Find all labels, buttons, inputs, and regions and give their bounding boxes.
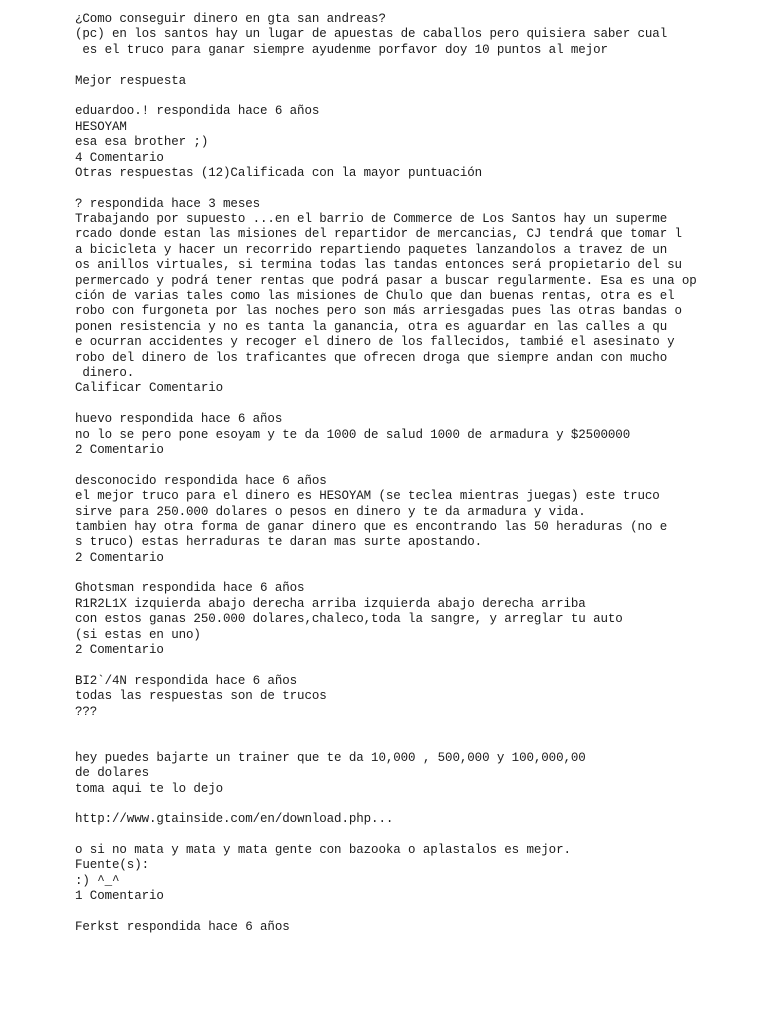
text-line: sirve para 250.000 dolares o pesos en dinero y te da armadura y vida. bbox=[75, 504, 586, 519]
text-line: 4 Comentario bbox=[75, 150, 164, 165]
text-line: 2 Comentario bbox=[75, 643, 164, 658]
text-line: Mejor respuesta bbox=[75, 73, 187, 88]
text-line: tambien hay otra forma de ganar dinero que es encontrando las 50 heraduras (no e bbox=[75, 519, 668, 534]
text-line: Trabajando por supuesto ...en el barrio de Commerce de Los Santos hay un superme bbox=[75, 212, 668, 227]
text-line: huevo respondida hace 6 años bbox=[75, 412, 283, 427]
text-line: hey puedes bajarte un trainer que te da 10,000 , 500,000 y 100,000,00 bbox=[75, 750, 586, 765]
text-line: HESOYAM bbox=[75, 119, 127, 134]
text-line: robo con furgoneta por las noches pero son más arriesgadas pues las otras bandas o bbox=[75, 304, 682, 319]
blank-line bbox=[75, 905, 755, 920]
text-line: no lo se pero pone esoyam y te da 1000 de salud 1000 de armadura y $2500000 bbox=[75, 427, 631, 442]
blank-line bbox=[75, 658, 755, 673]
text-line: BI2`/4N respondida hace 6 años bbox=[75, 673, 298, 688]
text-line: desconocido respondida hace 6 años bbox=[75, 473, 327, 488]
text-line: esa esa brother ;) bbox=[75, 135, 209, 150]
text-line: con estos ganas 250.000 dolares,chaleco,toda la sangre, y arreglar tu auto bbox=[75, 612, 623, 627]
document-text bbox=[75, 12, 755, 935]
blank-line bbox=[75, 458, 755, 473]
blank-line bbox=[75, 720, 755, 735]
blank-line bbox=[75, 58, 755, 73]
text-line: Otras respuestas (12)Calificada con la mayor puntuación bbox=[75, 165, 483, 180]
text-line: o si no mata y mata y mata gente con bazooka o aplastalos es mejor. bbox=[75, 843, 571, 858]
blank-line bbox=[75, 828, 755, 843]
text-line: Fuente(s): bbox=[75, 858, 150, 873]
text-line: todas las respuestas son de trucos bbox=[75, 689, 327, 704]
blank-line bbox=[75, 797, 755, 812]
text-line: Ferkst respondida hace 6 años bbox=[75, 920, 290, 935]
text-line: el mejor truco para el dinero es HESOYAM (se teclea mientras juegas) este truco bbox=[75, 489, 660, 504]
text-line: rcado donde estan las misiones del repartidor de mercancias, CJ tendrá que tomar l bbox=[75, 227, 682, 242]
text-line: ??? bbox=[75, 704, 98, 719]
text-line: s truco) estas herraduras te daran mas surte apostando. bbox=[75, 535, 483, 550]
text-line: os anillos virtuales, si termina todas las tandas entonces será propietario del su bbox=[75, 258, 682, 273]
text-line: 2 Comentario bbox=[75, 442, 164, 457]
text-line: (si estas en uno) bbox=[75, 627, 201, 642]
text-line: ción de varias tales como las misiones de Chulo que dan buenas rentas, otra es el bbox=[75, 289, 675, 304]
text-line: de dolares bbox=[75, 766, 150, 781]
text-line: es el truco para ganar siempre ayudenme porfavor doy 10 puntos al mejor bbox=[75, 42, 608, 57]
text-line: 2 Comentario bbox=[75, 550, 164, 565]
text-line: Ghotsman respondida hace 6 años bbox=[75, 581, 305, 596]
text-line: dinero. bbox=[75, 365, 135, 380]
blank-line bbox=[75, 566, 755, 581]
text-line: R1R2L1X izquierda abajo derecha arriba izquierda abajo derecha arriba bbox=[75, 596, 586, 611]
text-line: permercado y podrá tener rentas que podrá pasar a buscar regularmente. Esa es una op bbox=[75, 273, 697, 288]
text-line: 1 Comentario bbox=[75, 889, 164, 904]
blank-line bbox=[75, 89, 755, 104]
text-line: Calificar Comentario bbox=[75, 381, 224, 396]
text-line: robo del dinero de los traficantes que ofrecen droga que siempre andan con mucho bbox=[75, 350, 668, 365]
text-line: e ocurran accidentes y recoger el dinero de los fallecidos, tambié el asesinato y bbox=[75, 335, 675, 350]
text-line: http://www.gtainside.com/en/download.php... bbox=[75, 812, 394, 827]
text-line: toma aqui te lo dejo bbox=[75, 781, 224, 796]
text-line: (pc) en los santos hay un lugar de apuestas de caballos pero quisiera saber cual bbox=[75, 27, 668, 42]
blank-line bbox=[75, 735, 755, 750]
text-line: ? respondida hace 3 meses bbox=[75, 196, 261, 211]
text-line: ¿Como conseguir dinero en gta san andreas? bbox=[75, 12, 386, 26]
text-line: a bicicleta y hacer un recorrido repartiendo paquetes lanzandolos a travez de un bbox=[75, 242, 668, 257]
text-line: eduardoo.! respondida hace 6 años bbox=[75, 104, 320, 119]
blank-line bbox=[75, 181, 755, 196]
text-line: ponen resistencia y no es tanta la ganancia, otra es aguardar en las calles a qu bbox=[75, 319, 668, 334]
text-line: :) ^_^ bbox=[75, 873, 120, 888]
blank-line bbox=[75, 397, 755, 412]
